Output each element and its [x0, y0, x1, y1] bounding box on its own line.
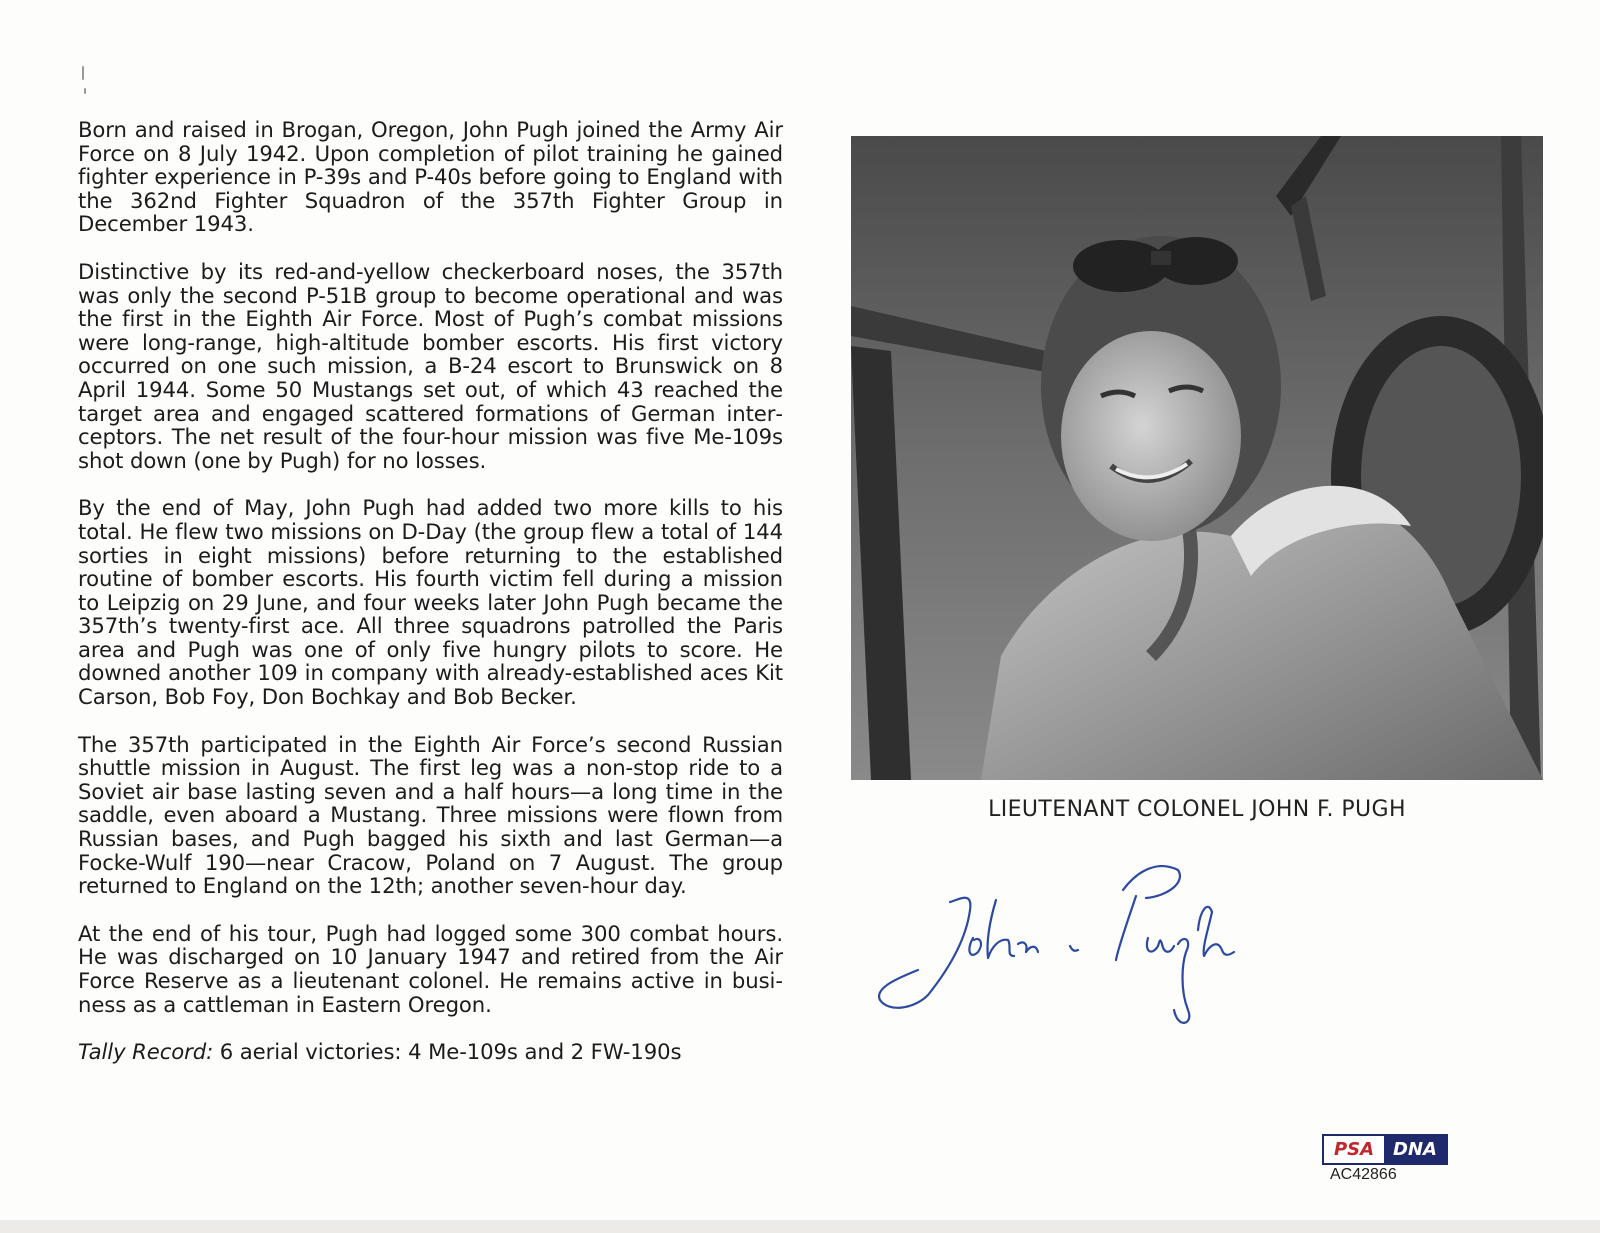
bio-paragraph-4: The 357th participated in the Eighth Air Force’s second Russian shuttle mission in August. The first leg was a non-stop ride to a Soviet air base lasting seven and a half hours—a long time in the saddle, even aboard a Mustang. Three missions were flown from Russian bases, and Pugh bagged his sixth and last German—a Focke-Wulf 190—near Cracow, Poland on 7 August. The group returned to England on the 12th; another seven-hour day.	[78, 731, 783, 899]
psa-dna-logo	[1322, 1134, 1448, 1165]
psa-logo-text: PSA	[1324, 1136, 1384, 1163]
handwritten-signature	[878, 860, 1298, 1040]
dna-logo-text: DNA	[1384, 1136, 1446, 1163]
bio-paragraph-1: Born and raised in Brogan, Oregon, John Pugh joined the Army Air Force on 8 July 1942. Upon completion of pilot training he gained fighter experience in P-39s and P-40s before going to England with the 362nd Fighter Squadron of the 357th Fighter Group in December 1943.	[78, 117, 783, 237]
tally-record	[78, 1040, 783, 1064]
certification-number: AC42866	[1330, 1166, 1397, 1183]
pilot-portrait-image	[851, 136, 1543, 780]
paper-mark	[84, 88, 86, 94]
bio-paragraph-5: At the end of his tour, Pugh had logged some 300 combat hours. He was discharged on 10 January 1947 and retired from the Air Force Reserve as a lieutenant colonel. He remains active in business as a cattleman in Eastern Oregon.	[78, 920, 783, 1017]
paper-mark	[82, 66, 84, 80]
biography-text	[78, 118, 783, 1088]
bio-paragraph-3: By the end of May, John Pugh had added two more kills to his total. He flew two missions on D-Day (the group flew a total of 144 sorties in eight missions) before returning to the established routine of bomber escorts. His fourth victim fell during a mission to Leipzig on 29 June, and four weeks later John Pugh became the 357th’s twenty-first ace. All three squadrons patrolled the Paris area and Pugh was one of only five hungry pilots to score. He downed another 109 in company with already-established aces Kit Carson, Bob Foy, Don Bochkay and Bob Becker.	[78, 495, 783, 710]
paper-bottom-edge	[0, 1220, 1600, 1233]
signature-image	[878, 860, 1298, 1040]
tally-label: Tally Record:	[78, 1039, 214, 1065]
pilot-portrait-photo	[851, 136, 1543, 780]
tally-text: 6 aerial victories: 4 Me-109s and 2 FW-190s	[213, 1039, 682, 1065]
photo-caption: LIEUTENANT COLONEL JOHN F. PUGH	[988, 797, 1406, 822]
bio-paragraph-2: Distinctive by its red-and-yellow checkerboard noses, the 357th was only the second P-51B group to become operational and was the first in the Eighth Air Force. Most of Pugh’s combat missions were long-range, high-altitude bomber escorts. His first victory occurred on one such mission, a B-24 escort to Brunswick on 8 April 1944. Some 50 Mustangs set out, of which 43 reached the target area and engaged scattered formations of German interceptors. The net result of the four-hour mission was five Me-109s shot down (one by Pugh) for no losses.	[78, 258, 783, 473]
